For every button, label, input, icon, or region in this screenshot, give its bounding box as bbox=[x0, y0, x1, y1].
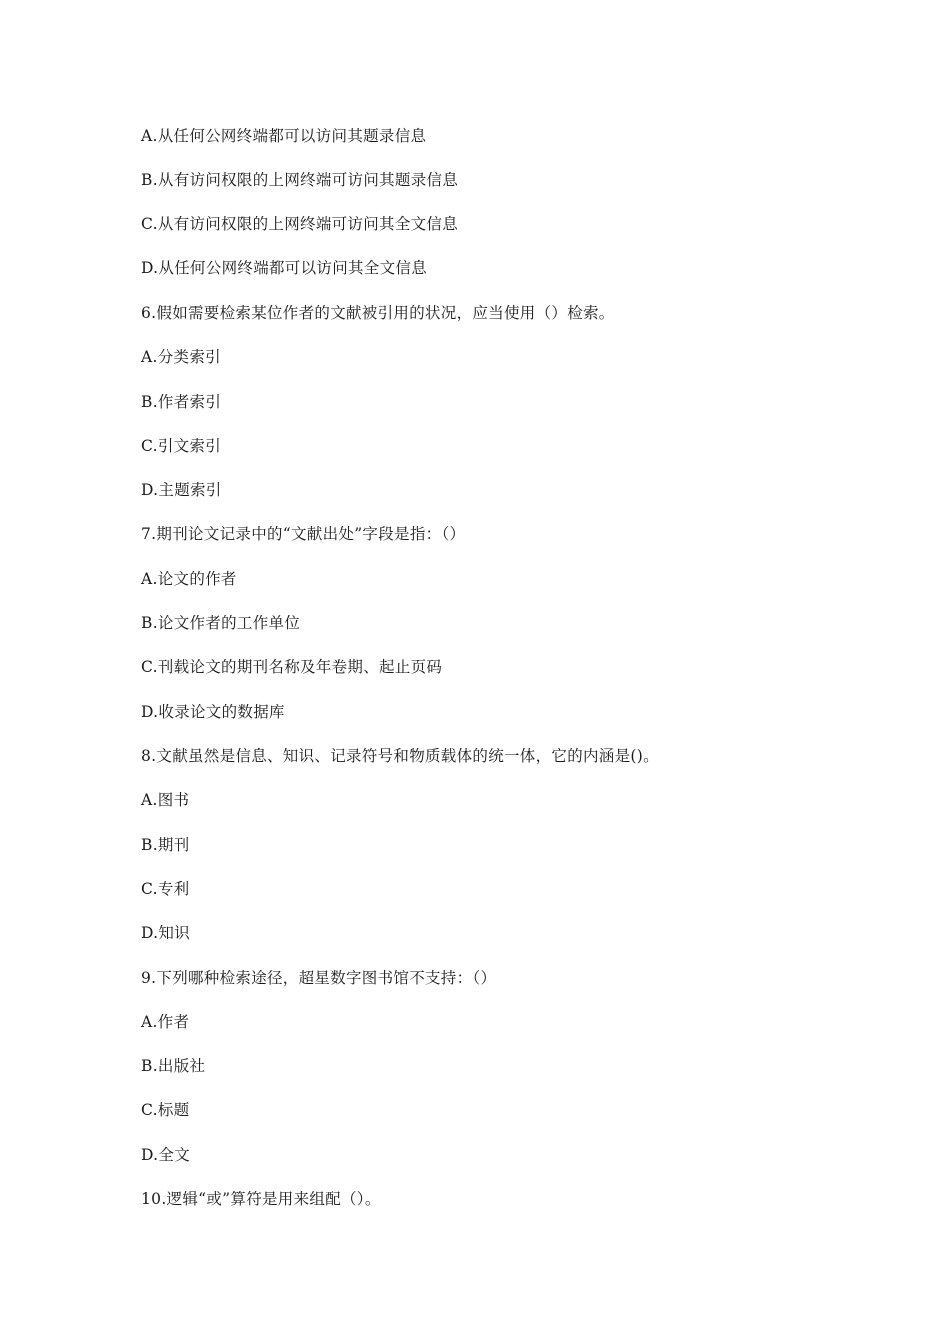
option-a-q8: A.图书 bbox=[141, 791, 190, 809]
option-b-q8: B.期刊 bbox=[141, 836, 190, 854]
option-b-q7: B.论文作者的工作单位 bbox=[141, 614, 301, 632]
option-c-q5: C.从有访问权限的上网终端可访问其全文信息 bbox=[141, 215, 459, 233]
option-c-q6: C.引文索引 bbox=[141, 437, 222, 455]
option-a-q5: A.从任何公网终端都可以访问其题录信息 bbox=[141, 127, 427, 145]
option-b-q9: B.出版社 bbox=[141, 1057, 206, 1075]
option-b-q6: B.作者索引 bbox=[141, 393, 222, 411]
option-c-q9: C.标题 bbox=[141, 1101, 190, 1119]
question-9: 9.下列哪种检索途径，超星数字图书馆不支持：（） bbox=[141, 969, 497, 987]
option-d-q9: D.全文 bbox=[141, 1146, 191, 1164]
option-a-q6: A.分类索引 bbox=[141, 348, 221, 366]
option-a-q9: A.作者 bbox=[141, 1013, 190, 1031]
option-b-q5: B.从有访问权限的上网终端可访问其题录信息 bbox=[141, 171, 459, 189]
option-d-q7: D.收录论文的数据库 bbox=[141, 703, 285, 721]
question-7: 7.期刊论文记录中的“文献出处”字段是指：（） bbox=[141, 525, 466, 543]
question-10: 10.逻辑“或”算符是用来组配（）。 bbox=[141, 1190, 381, 1208]
question-6: 6.假如需要检索某位作者的文献被引用的状况，应当使用（）检索。 bbox=[141, 304, 615, 322]
question-8: 8.文献虽然是信息、知识、记录符号和物质载体的统一体，它的内涵是()。 bbox=[141, 747, 659, 765]
option-c-q8: C.专利 bbox=[141, 880, 190, 898]
option-a-q7: A.论文的作者 bbox=[141, 570, 237, 588]
option-d-q6: D.主题索引 bbox=[141, 481, 222, 499]
option-d-q5: D.从任何公网终端都可以访问其全文信息 bbox=[141, 259, 428, 277]
option-c-q7: C.刊载论文的期刊名称及年卷期、起止页码 bbox=[141, 658, 443, 676]
option-d-q8: D.知识 bbox=[141, 924, 191, 942]
